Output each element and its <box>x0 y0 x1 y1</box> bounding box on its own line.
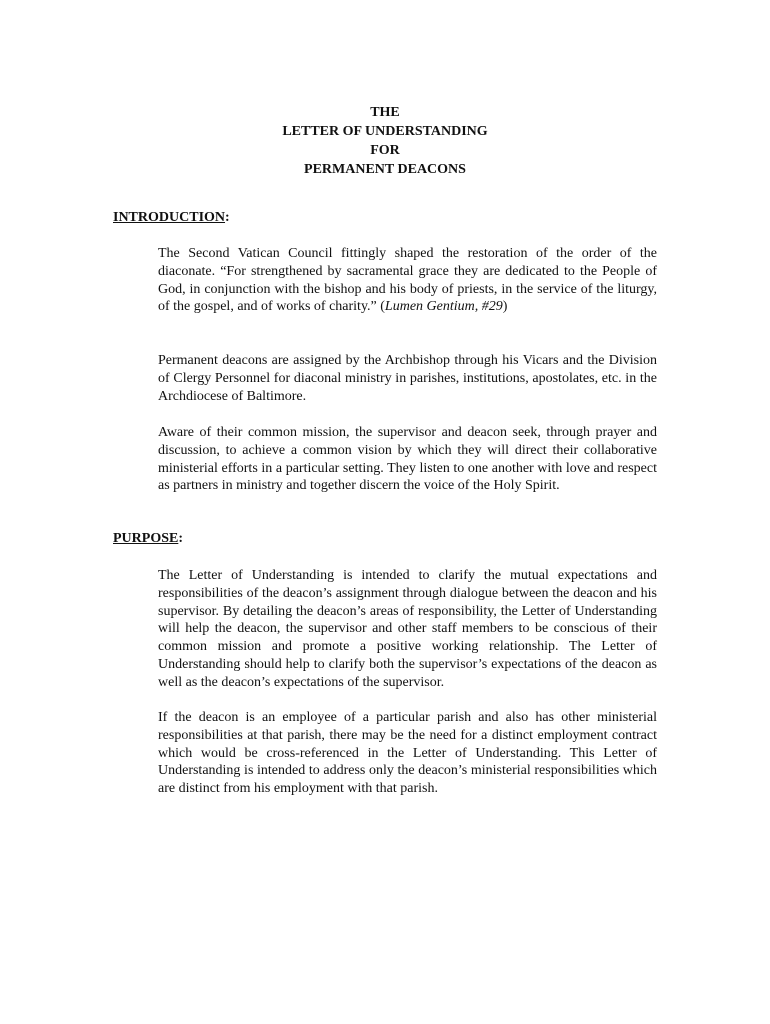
section-heading-introduction <box>113 209 230 227</box>
section-heading-colon: : <box>178 531 184 546</box>
title-line: LETTER OF UNDERSTANDING <box>282 124 488 139</box>
paragraph <box>158 352 657 405</box>
title-line: FOR <box>370 143 400 158</box>
section-heading-purpose <box>113 530 183 548</box>
paragraph-text: If the deacon is an employee of a particular parish and also has other ministerial responsibilities at that parish, there may be the need for a distinct employment contract which would be cross-referenced in the Letter of Understanding. This Letter of Understanding is intended to address only the deacon’s ministerial responsibilities which are distinct from his employment with that parish. <box>158 710 657 797</box>
section-heading-text: PURPOSE <box>113 531 179 546</box>
paragraph-text: Aware of their common mission, the supervisor and deacon seek, through prayer and discussion, to achieve a common vision by which they will direct their collaborative ministerial efforts in a particular setting. They listen to one another with love and respect as partners in ministry and together discern the voice of the Holy Spirit. <box>158 425 657 494</box>
citation: Lumen Gentium, #29 <box>384 299 503 315</box>
section-heading-text: INTRODUCTION <box>113 210 226 225</box>
paragraph <box>158 424 657 495</box>
paragraph-text: The Second Vatican Council fittingly shaped the restoration of the order of the diaconate. “For strengthened by sacramental grace they are dedicated to the People of God, in conjunction with the bishop and his body of priests, in the service of the liturgy, of the gospel, and of works of charity.” ( <box>158 246 657 315</box>
paragraph <box>158 567 657 692</box>
citation-close: ) <box>502 299 508 315</box>
paragraph <box>158 245 657 316</box>
title-line: PERMANENT DEACONS <box>304 162 466 177</box>
paragraph-text: The Letter of Understanding is intended to clarify the mutual expectations and responsibilities of the deacon’s assignment through dialogue between the deacon and his supervisor. By detailing the deacon’s areas of responsibility, the Letter of Understanding will help the deacon, the supervisor and other staff members to be conscious of their common mission and promote a positive working relationship. The Letter of Understanding should help to clarify both the supervisor’s expectations of the deacon as well as the deacon’s expectations of the supervisor. <box>158 568 657 690</box>
paragraph <box>158 709 657 798</box>
paragraph-text: Permanent deacons are assigned by the Archbishop through his Vicars and the Division of Clergy Personnel for diaconal ministry in parishes, institutions, apostolates, etc. in the Archdiocese of Baltimore. <box>158 353 657 404</box>
title-line: THE <box>370 105 400 120</box>
section-heading-colon: : <box>225 210 230 225</box>
document-title <box>0 103 770 179</box>
